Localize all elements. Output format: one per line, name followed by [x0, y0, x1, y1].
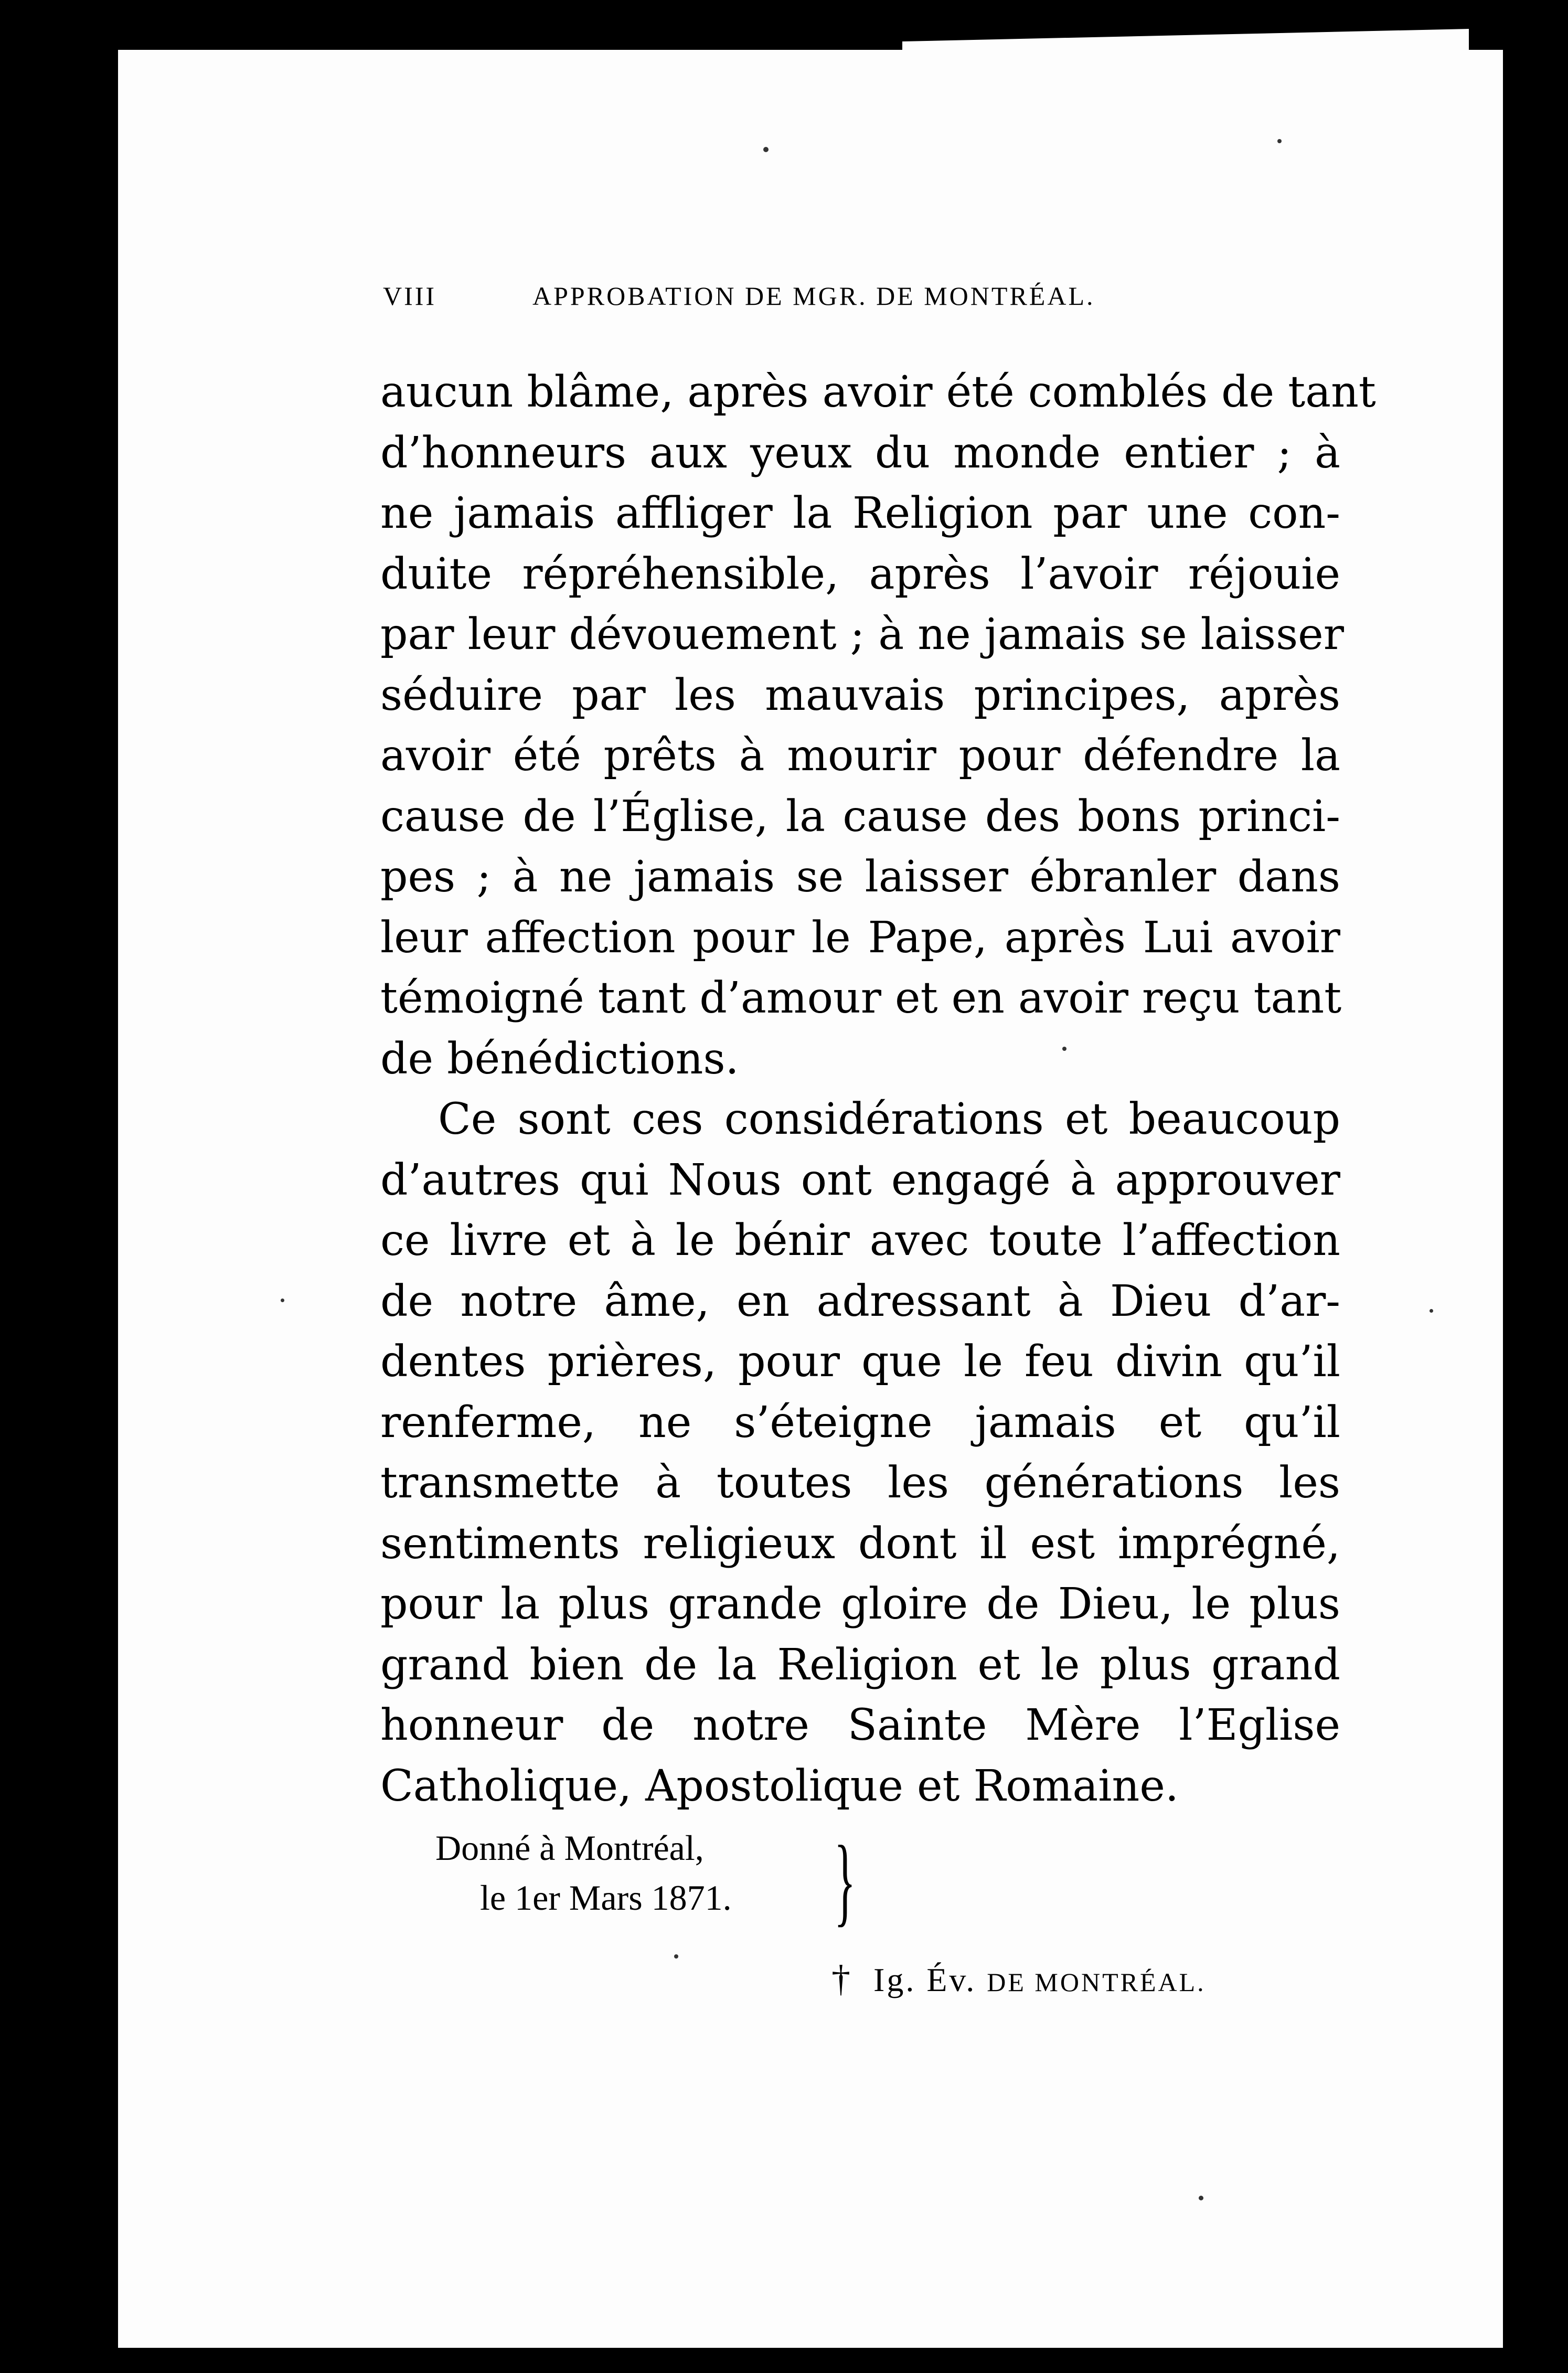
- page-folio: VIII: [383, 281, 437, 311]
- scan-speck: [1199, 2196, 1203, 2200]
- signature-initials: Ig. Év.: [873, 1961, 977, 1998]
- text-line: d’autres qui Nous ont engagé à approuver: [380, 1155, 1340, 1205]
- dateline-place: Donné à Montréal,: [435, 1828, 704, 1868]
- text-line: séduire par les mauvais principes, après: [380, 670, 1340, 720]
- text-line: grand bien de la Religion et le plus grand: [380, 1640, 1340, 1690]
- text-line: Catholique, Apostolique et Romaine.: [380, 1761, 1179, 1811]
- scan-speck: [674, 1954, 678, 1959]
- text-line: renferme, ne s’éteigne jamais et qu’il: [380, 1397, 1340, 1448]
- dateline-date: le 1er Mars 1871.: [480, 1878, 732, 1918]
- text-line: témoigné tant d’amour et en avoir reçu tant: [380, 973, 1342, 1023]
- dateline: [435, 1823, 732, 1923]
- text-line: sentiments religieux dont il est imprégné,: [380, 1518, 1340, 1569]
- text-line: cause de l’Église, la cause des bons princi-: [380, 791, 1340, 842]
- text-line: dentes prières, pour que le feu divin qu’il: [380, 1337, 1340, 1387]
- text-line: ne jamais affliger la Religion par une con-: [380, 488, 1340, 538]
- text-line: ce livre et à le bénir avec toute l’affection: [380, 1216, 1340, 1265]
- text-line: par leur dévouement ; à ne jamais se laisser: [380, 610, 1344, 659]
- signature: [831, 1957, 1206, 2000]
- text-line: pour la plus grande gloire de Dieu, le plus: [380, 1579, 1340, 1629]
- scan-speck: [281, 1299, 284, 1302]
- text-line: transmette à toutes les générations les: [380, 1458, 1340, 1508]
- scan-speck: [763, 147, 769, 152]
- text-line: de notre âme, en adressant à Dieu d’ar-: [380, 1276, 1340, 1326]
- signature-see: DE MONTRÉAL.: [987, 1967, 1206, 1997]
- text-line: de bénédictions.: [380, 1034, 739, 1084]
- text-line: Ce sont ces considérations et beaucoup: [438, 1094, 1340, 1144]
- scan-speck: [1430, 1309, 1433, 1313]
- dateline-brace: }: [834, 1826, 856, 1936]
- cross-icon: †: [831, 1957, 852, 1999]
- running-head-title: APPROBATION DE MGR. DE MONTRÉAL.: [532, 281, 1095, 311]
- running-head: [383, 281, 1380, 317]
- text-line: leur affection pour le Pape, après Lui avoir: [380, 912, 1340, 963]
- body-text: [380, 362, 1376, 1816]
- text-line: duite répréhensible, après l’avoir réjouie: [380, 549, 1340, 599]
- scan-speck: [1277, 139, 1282, 143]
- text-line: avoir été prêts à mourir pour défendre la: [380, 731, 1340, 781]
- text-line: honneur de notre Sainte Mère l’Eglise: [380, 1700, 1340, 1750]
- text-line: pes ; à ne jamais se laisser ébranler dans: [380, 852, 1340, 902]
- text-line: aucun blâme, après avoir été comblés de tant: [380, 367, 1376, 417]
- text-line: d’honneurs aux yeux du monde entier ; à: [380, 428, 1340, 478]
